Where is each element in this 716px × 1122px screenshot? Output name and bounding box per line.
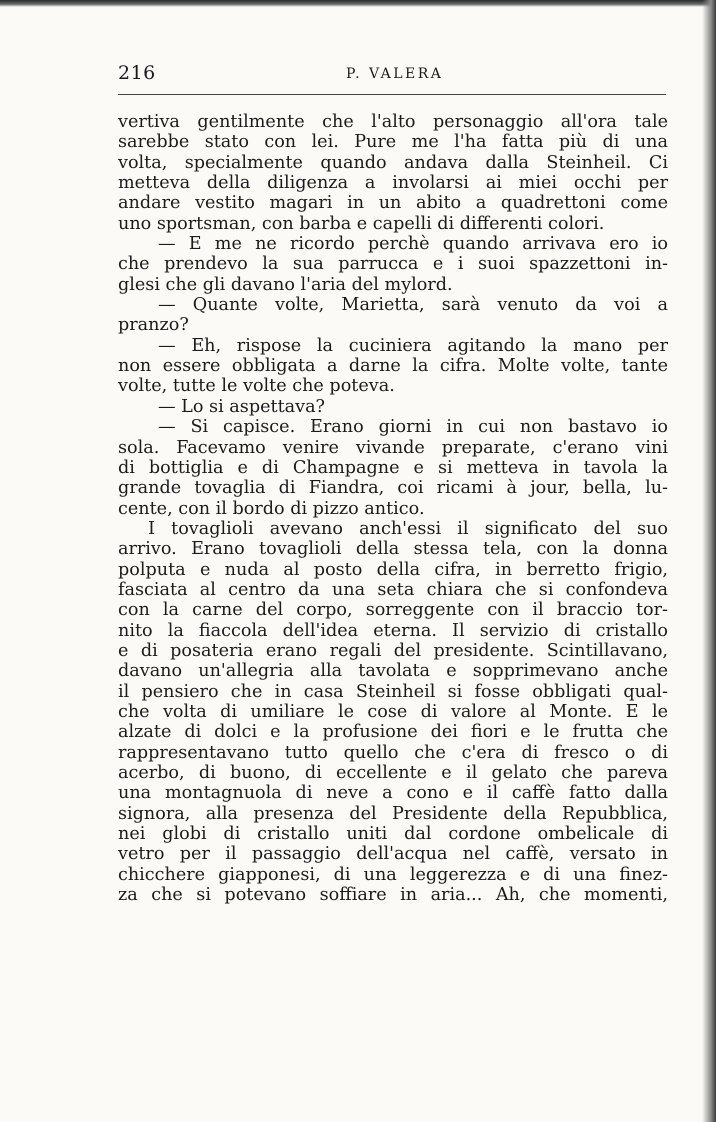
text-line: glesi che gli davano l'aria del mylord. bbox=[118, 274, 453, 295]
running-head: P. VALERA bbox=[346, 66, 444, 82]
text-line: e di posateria erano regali del presidente. Scintillavano, bbox=[118, 640, 668, 661]
text-line: alzate di dolci e la profusione dei fiori e le frutta che bbox=[118, 722, 668, 743]
text-line: — E me ne ricordo perchè quando arrivava ero io bbox=[158, 234, 668, 255]
text-line: di bottiglia e di Champagne e si metteva in tavola la bbox=[118, 457, 668, 478]
text-line: rappresentavano tutto quello che c'era di fresco o di bbox=[118, 742, 668, 763]
text-line: pranzo? bbox=[118, 315, 189, 336]
text-line: che volta di umiliare le cose di valore al Monte. E le bbox=[118, 701, 668, 722]
text-line: con la carne del corpo, sorreggente con il braccio tor- bbox=[118, 600, 668, 621]
text-line: arrivo. Erano tovaglioli della stessa tela, con la donna bbox=[118, 539, 668, 560]
text-line: sarebbe stato con lei. Pure me l'ha fatta più di una bbox=[118, 132, 668, 153]
text-line: metteva della diligenza a involarsi ai miei occhi per bbox=[118, 173, 668, 194]
text-line: sola. Facevamo venire vivande preparate, c'erano vini bbox=[118, 437, 668, 458]
text-line: davano un'allegria alla tavolata e sopprimevano anche bbox=[118, 661, 668, 682]
text-line: fasciata al centro da una seta chiara che si confondeva bbox=[118, 579, 668, 600]
text-line: grande tovaglia di Fiandra, coi ricami à jour, bella, lu- bbox=[118, 478, 668, 499]
scan-edge-right bbox=[702, 0, 716, 1122]
text-line: andare vestito magari in un abito a quadrettoni come bbox=[118, 193, 668, 214]
text-line: che prendevo la sua parrucca e i suoi spazzettoni in- bbox=[118, 254, 668, 275]
page-number: 216 bbox=[118, 62, 156, 84]
text-line: uno sportsman, con barba e capelli di differenti colori. bbox=[118, 213, 605, 234]
text-line: vetro per il passaggio dell'acqua nel caffè, versato in bbox=[118, 844, 668, 865]
text-line: — Si capisce. Erano giorni in cui non bastavo io bbox=[158, 417, 668, 438]
text-line: I tovaglioli avevano anch'essi il significato del suo bbox=[148, 518, 668, 539]
text-line: — Eh, rispose la cuciniera agitando la mano per bbox=[158, 335, 668, 356]
body-text bbox=[118, 112, 668, 905]
page-header bbox=[118, 60, 666, 95]
text-line: nei globi di cristallo uniti dal cordone ombelicale di bbox=[118, 824, 668, 845]
text-line: vertiva gentilmente che l'alto personaggio all'ora tale bbox=[118, 112, 668, 132]
text-line: nito la fiaccola dell'idea eterna. Il servizio di cristallo bbox=[118, 620, 668, 641]
text-line: volta, specialmente quando andava dalla Steinheil. Ci bbox=[118, 152, 668, 173]
text-line: acerbo, di buono, di eccellente e il gelato che pareva bbox=[118, 763, 668, 783]
text-line: za che si potevano soffiare in aria... Ah, che momenti, bbox=[118, 885, 668, 906]
text-line: — Quante volte, Marietta, sarà venuto da voi a bbox=[158, 295, 668, 316]
text-line: — Lo si aspettava? bbox=[158, 396, 325, 417]
text-line: il pensiero che in casa Steinheil si fosse obbligati qual- bbox=[118, 681, 668, 702]
text-line: non essere obbligata a darne la cifra. Molte volte, tante bbox=[118, 356, 668, 377]
text-line: polputa e nuda al posto della cifra, in berretto frigio, bbox=[118, 559, 668, 580]
text-line: cente, con il bordo di pizzo antico. bbox=[118, 498, 425, 519]
text-line: chicchere giapponesi, di una leggerezza e di una finez- bbox=[118, 864, 668, 885]
text-line: una montagnuola di neve a cono e il caffè fatto dalla bbox=[118, 783, 668, 804]
scan-edge-top bbox=[0, 0, 716, 7]
text-line: signora, alla presenza del Presidente della Repubblica, bbox=[118, 803, 668, 824]
text-line: volte, tutte le volte che poteva. bbox=[118, 376, 395, 397]
